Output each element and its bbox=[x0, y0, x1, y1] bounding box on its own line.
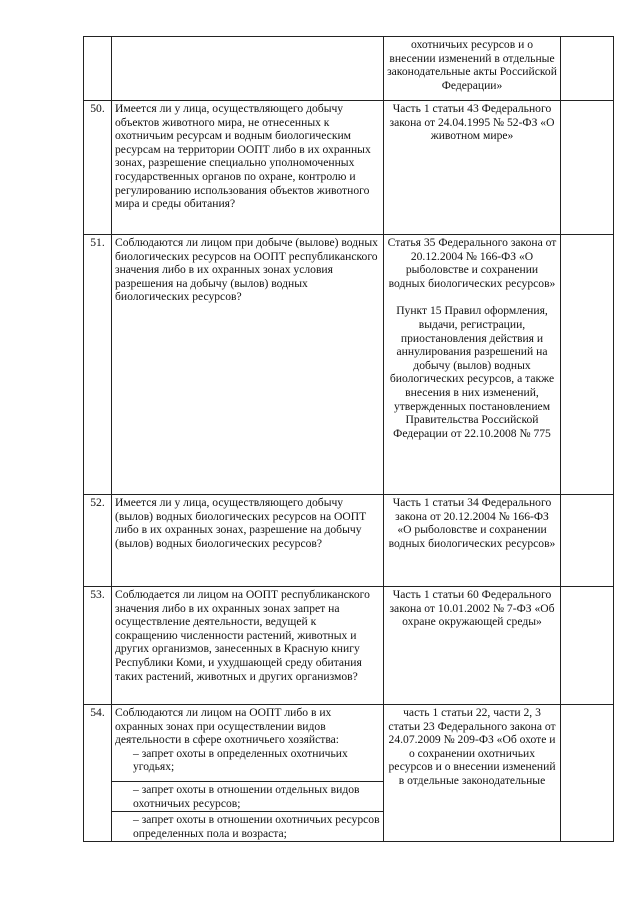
question-cell: Соблюдаются ли лицом при добыче (вылове) водных биологических ресурсов на ООПТ республиканского значения либо в их охранных зонах условия разрешения на добычу (вылов) водных биологических ресурсов? bbox=[112, 235, 384, 495]
question-cell: Имеется ли у лица, осуществляющего добычу (вылов) водных биологических ресурсов на ООПТ либо в их охранных зонах, разрешение на добычу (вылов) водных биологических ресурсов? bbox=[112, 495, 384, 587]
law-reference-cell bbox=[384, 587, 561, 705]
law-reference: Часть 1 статьи 43 Федерального закона от 24.04.1995 № 52-ФЗ «О животном мире» bbox=[389, 102, 555, 143]
law-reference: часть 1 статьи 22, части 2, 3 статьи 23 Федерального закона от 24.07.2009 № 209-ФЗ «Об охоте и о сохранении охотничьих ресурсов и о внесении изменений в отдельные законодательные bbox=[388, 706, 556, 787]
law-reference: Статья 35 Федерального закона от 20.12.2004 № 166-ФЗ «О рыболовстве и сохранении водных биологических ресурсов» bbox=[387, 236, 557, 290]
law-reference-cell bbox=[384, 235, 561, 495]
law-reference-cell bbox=[384, 705, 561, 842]
answer-cell bbox=[561, 495, 614, 587]
sub-item: – запрет охоты в отношении отдельных видов охотничьих ресурсов; bbox=[133, 783, 360, 810]
row-number: 54. bbox=[84, 705, 112, 842]
row-number bbox=[84, 37, 112, 101]
law-reference: Часть 1 статьи 34 Федерального закона от 20.12.2004 № 166-ФЗ «О рыболовстве и сохранении водных биологических ресурсов» bbox=[388, 496, 556, 550]
answer-cell bbox=[561, 37, 614, 101]
answer-cell bbox=[561, 587, 614, 705]
law-reference: Часть 1 статьи 60 Федерального закона от 10.01.2002 № 7-ФЗ «Об охране окружающей среды» bbox=[389, 588, 555, 629]
question-cell bbox=[112, 37, 384, 101]
question-cell bbox=[112, 812, 384, 842]
table-row bbox=[84, 705, 614, 782]
answer-cell bbox=[561, 101, 614, 235]
answer-cell bbox=[561, 235, 614, 495]
row-number: 50. bbox=[84, 101, 112, 235]
row-number: 53. bbox=[84, 587, 112, 705]
law-reference: охотничьих ресурсов и о внесении изменений в отдельные законодательные акты Российской Федерации» bbox=[387, 38, 557, 92]
checklist-table bbox=[83, 36, 614, 842]
question-cell bbox=[112, 782, 384, 812]
table-row bbox=[84, 495, 614, 587]
law-reference: Пункт 15 Правил оформления, выдачи, регистрации, приостановления действия и аннулирования разрешений на добычу (вылов) водных биологических ресурсов, а также внесения в них изменений, утвержденных постановлением Правительства Российской Федерации от 22.10.2008 № 775 bbox=[389, 304, 555, 440]
question-cell: Имеется ли у лица, осуществляющего добычу объектов животного мира, не отнесенных к охотничьим ресурсам и водным биологическим ресурсам на территории ООПТ либо в их охранных зонах, разрешение специально уполномоченных государственных органов по охране, контролю и регулированию использования объектов животного мира и среды обитания? bbox=[112, 101, 384, 235]
sub-item: – запрет охоты в отношении охотничьих ресурсов определенных пола и возраста; bbox=[133, 813, 380, 840]
law-reference-cell bbox=[384, 37, 561, 101]
table-row bbox=[84, 37, 614, 101]
row-number: 52. bbox=[84, 495, 112, 587]
law-reference-cell bbox=[384, 495, 561, 587]
table-row bbox=[84, 587, 614, 705]
answer-cell bbox=[561, 705, 614, 842]
question-cell: Соблюдается ли лицом на ООПТ республиканского значения либо в их охранных зонах запрет на осуществление деятельности, ведущей к сокращению численности растений, животных и других организмов, занесенных в Красную книгу Республики Коми, и ухудшающей среду обитания таких растений, животных и других организмов? bbox=[112, 587, 384, 705]
row-number: 51. bbox=[84, 235, 112, 495]
law-reference-cell bbox=[384, 101, 561, 235]
question-cell bbox=[112, 705, 384, 782]
question-text: Соблюдаются ли лицом на ООПТ либо в их охранных зонах при осуществлении видов деятельности в сфере охотничьего хозяйства: bbox=[115, 706, 340, 747]
table-row bbox=[84, 235, 614, 495]
sub-item: – запрет охоты в определенных охотничьих угодьях; bbox=[133, 746, 348, 774]
table-row bbox=[84, 101, 614, 235]
